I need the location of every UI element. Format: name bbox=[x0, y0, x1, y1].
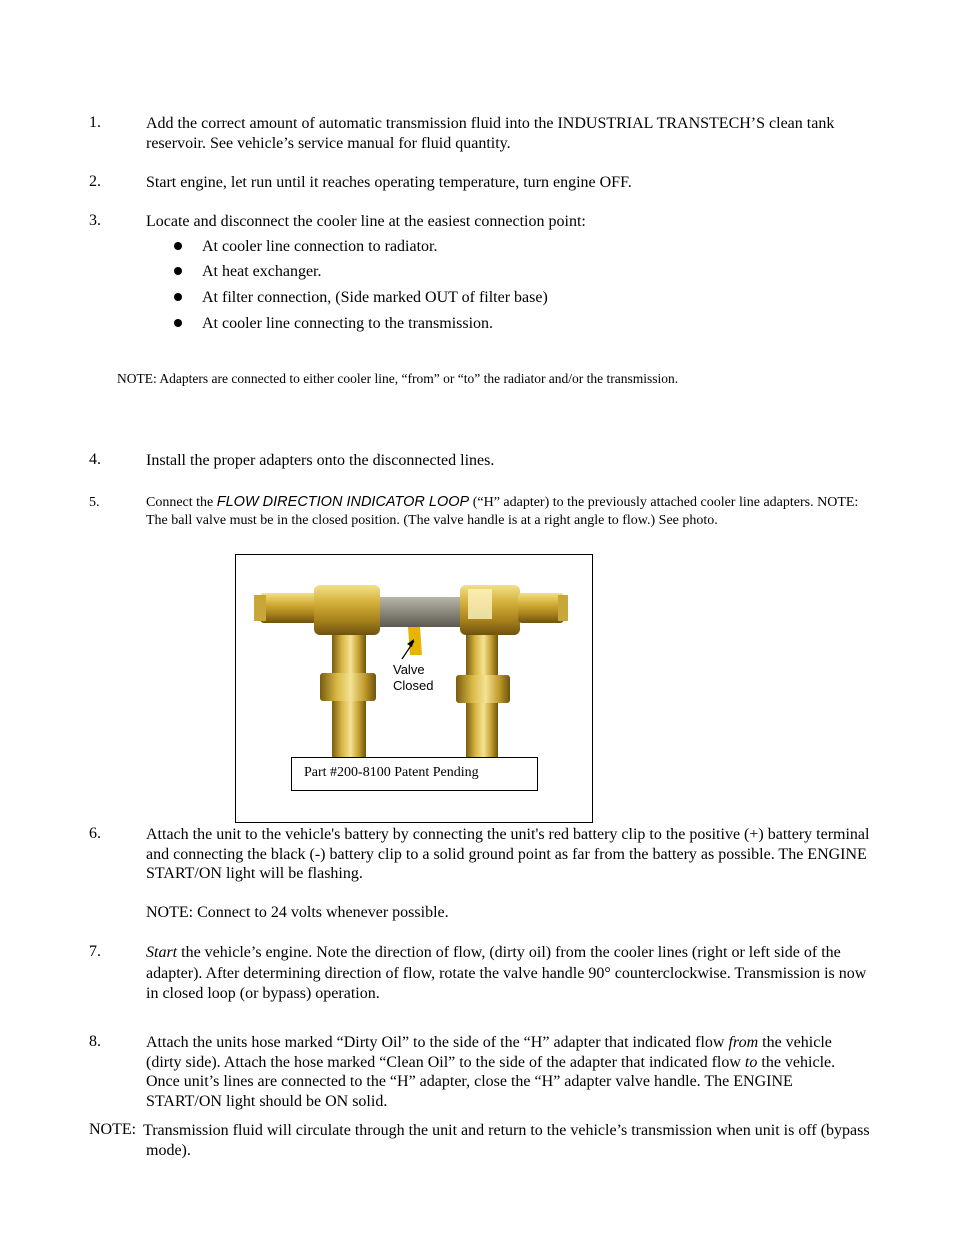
step-2-number: 2. bbox=[89, 173, 101, 190]
step-3-number: 3. bbox=[89, 212, 101, 229]
list-item: At heat exchanger. bbox=[202, 263, 322, 280]
step-5-number: 5. bbox=[89, 495, 100, 510]
step-7-text bbox=[146, 943, 876, 1005]
adapter-note: NOTE: Adapters are connected to either cooler line, “from” or “to” the radiator and/or the transmission. bbox=[117, 371, 679, 386]
step-1-text: Add the correct amount of automatic transmission fluid into the INDUSTRIAL TRANSTECH’S clean tank reservoir. See vehicle’s service manual for fluid quantity. bbox=[146, 115, 835, 152]
step-5-post: (“H” adapter) to the previously attached cooler line adapters. NOTE: The ball valve must be in the closed position. (The valve handle is at a right angle to flow.) See photo. bbox=[146, 495, 859, 528]
step-6-number: 6. bbox=[89, 825, 101, 842]
valve-label-line-2: Closed bbox=[393, 678, 434, 693]
step-7-emphasis: Start bbox=[146, 944, 178, 961]
part-number-caption: Part #200-8100 Patent Pending bbox=[304, 765, 479, 780]
voltage-note: NOTE: Connect to 24 volts whenever possible. bbox=[146, 904, 449, 921]
step-4-text: Install the proper adapters onto the disconnected lines. bbox=[146, 452, 495, 469]
step-1-number: 1. bbox=[89, 114, 101, 131]
list-item: At cooler line connecting to the transmission. bbox=[202, 315, 494, 332]
step-4-number: 4. bbox=[89, 451, 101, 468]
step-8-emphasis-from: from bbox=[728, 1034, 759, 1051]
bullet-dot-icon bbox=[174, 267, 182, 275]
step-5-pre: Connect the bbox=[146, 495, 217, 510]
step-7-body: the vehicle’s engine. Note the direction of flow, (dirty oil) from the cooler lines (right or left side of the adapter). After determining direction of flow, rotate the valve handle 90° counterclockwise. Transmission is now in closed loop (or bypass) operation. bbox=[146, 944, 867, 1002]
bullet-dot-icon bbox=[174, 319, 182, 327]
list-item: At filter connection, (Side marked OUT of filter base) bbox=[202, 289, 548, 306]
bypass-note-body: Transmission fluid will circulate through the unit and return to the vehicle’s transmission when unit is off (bypass mode). bbox=[143, 1122, 870, 1159]
bypass-note-text bbox=[89, 1121, 874, 1161]
bullet-dot-icon bbox=[174, 293, 182, 301]
list-item: At cooler line connection to radiator. bbox=[202, 238, 438, 255]
part-number-caption-box bbox=[291, 757, 538, 791]
step-8-part-3: the vehicle. Once unit’s lines are connected to the “H” adapter, close the “H” adapter valve handle. The ENGINE START/ON light should be ON solid. bbox=[146, 1053, 836, 1110]
step-2-text: Start engine, let run until it reaches operating temperature, turn engine OFF. bbox=[146, 174, 632, 191]
step-8-number: 8. bbox=[89, 1033, 101, 1050]
bullet-dot-icon bbox=[174, 242, 182, 250]
step-8-text bbox=[146, 1033, 868, 1111]
step-8-part-1: Attach the units hose marked “Dirty Oil” to the side of the “H” adapter that indicated flow bbox=[146, 1034, 729, 1051]
step-3-text: Locate and disconnect the cooler line at the easiest connection point: bbox=[146, 213, 586, 230]
step-7-number: 7. bbox=[89, 943, 101, 960]
step-6-text: Attach the unit to the vehicle's battery by connecting the unit's red battery clip to the positive (+) battery terminal and connecting the black (-) battery clip to a solid ground point as far from the battery as possible. The ENGINE START/ON light will be flashing. bbox=[146, 826, 870, 882]
bypass-note-label: NOTE: bbox=[89, 1121, 137, 1138]
step-8-emphasis-to: to bbox=[744, 1053, 758, 1071]
step-5-text bbox=[146, 493, 866, 530]
step-8-part-2: the vehicle (dirty side). Attach the hose marked “Clean Oil” to the side of the adapter that indicated flow bbox=[146, 1034, 832, 1071]
valve-label-line-1: Valve bbox=[393, 662, 425, 677]
step-5-emphasis: FLOW DIRECTION INDICATOR LOOP bbox=[216, 494, 470, 510]
